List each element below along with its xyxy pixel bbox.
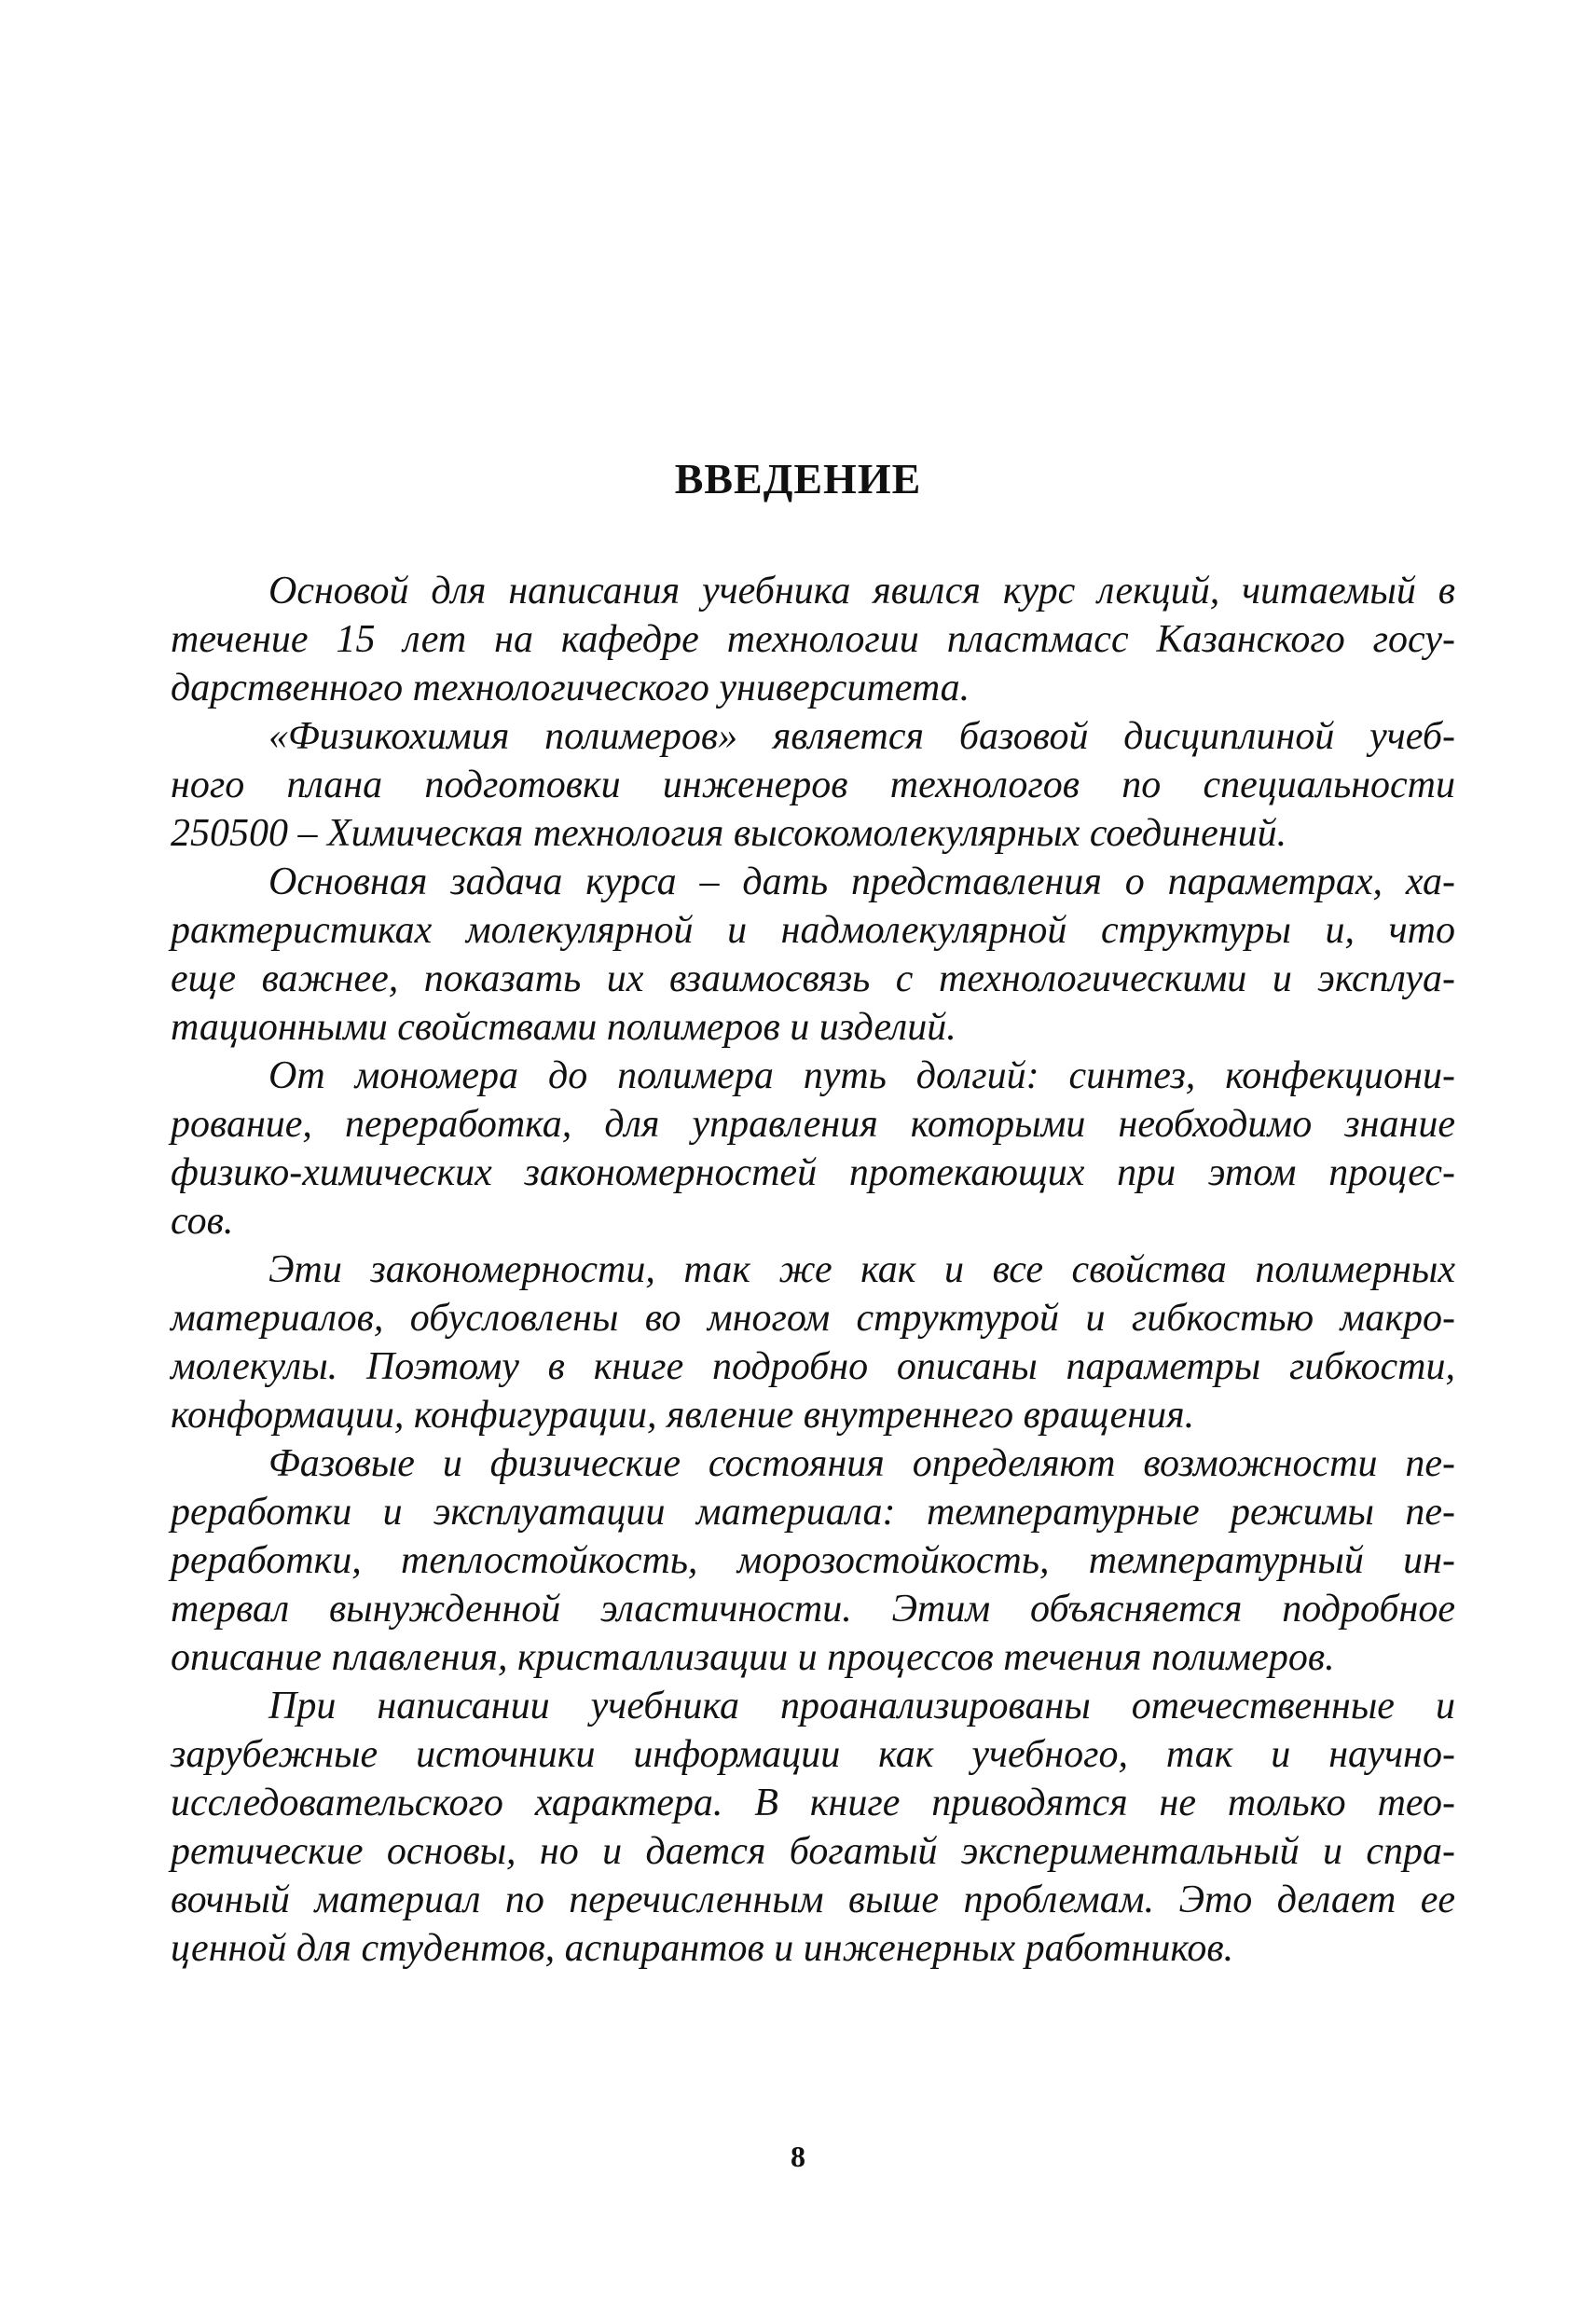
text-line: ретические основы, но и дается богатый экспериментальный и спра- — [171, 1830, 1455, 1873]
text-line: При написании учебника проанализированы отечественные и — [268, 1685, 1455, 1727]
introduction-text — [171, 567, 1455, 1973]
page-number: 8 — [791, 2140, 805, 2173]
text-line: физико-химических закономерностей протекающих при этом процес- — [171, 1151, 1455, 1194]
text-line: ного плана подготовки инженеров технологов по специальности — [171, 764, 1455, 806]
text-line: Основная задача курса – дать представления о параметрах, ха- — [268, 860, 1455, 903]
text-line: описание плавления, кристаллизации и процессов течения полимеров. — [171, 1636, 1335, 1679]
text-line: зарубежные источники информации как учебного, так и научно- — [171, 1733, 1455, 1776]
text-line: 250500 – Химическая технология высокомолекулярных соединений. — [171, 812, 1287, 855]
text-line: молекулы. Поэтому в книге подробно описаны параметры гибкости, — [171, 1345, 1455, 1388]
text-line: тационными свойствами полимеров и изделий. — [171, 1006, 956, 1049]
text-line: сов. — [171, 1200, 234, 1243]
text-line: «Физикохимия полимеров» является базовой дисциплиной учеб- — [268, 715, 1455, 758]
text-line: тервал вынужденной эластичности. Этим объясняется подробное — [171, 1588, 1455, 1631]
text-line: вочный материал по перечисленным выше проблемам. Это делает ее — [171, 1878, 1455, 1921]
text-line: Основой для написания учебника явился курс лекций, читаемый в — [268, 570, 1455, 612]
text-line: рактеристиках молекулярной и надмолекулярной структуры и, что — [171, 909, 1455, 952]
page-title: ВВЕДЕНИЕ — [674, 455, 922, 502]
text-line: Эти закономерности, так же как и все свойства полимерных — [268, 1248, 1455, 1291]
text-line: От мономера до полимера путь долгий: синтез, конфекциони- — [268, 1054, 1455, 1097]
text-line: реработки и эксплуатации материала: температурные режимы пе- — [171, 1491, 1455, 1534]
text-line: ценной для студентов, аспирантов и инженерных работников. — [171, 1927, 1234, 1970]
text-line: реработки, теплостойкость, морозостойкость, температурный ин- — [171, 1539, 1455, 1582]
text-line: материалов, обусловлены во многом структурой и гибкостью макро- — [171, 1297, 1455, 1340]
text-line: исследовательского характера. В книге приводятся не только тео- — [171, 1782, 1455, 1824]
text-line: рование, переработка, для управления которыми необходимо знание — [171, 1103, 1455, 1146]
text-line: течение 15 лет на кафедре технологии пластмасс Казанского госу- — [171, 618, 1455, 661]
text-line: конформации, конфигурации, явление внутреннего вращения. — [171, 1394, 1195, 1437]
text-line: дарственного технологического университета. — [171, 667, 970, 709]
text-line: Фазовые и физические состояния определяют возможности пе- — [268, 1442, 1455, 1485]
text-line: еще важнее, показать их взаимосвязь с технологическими и эксплуа- — [171, 957, 1455, 1000]
